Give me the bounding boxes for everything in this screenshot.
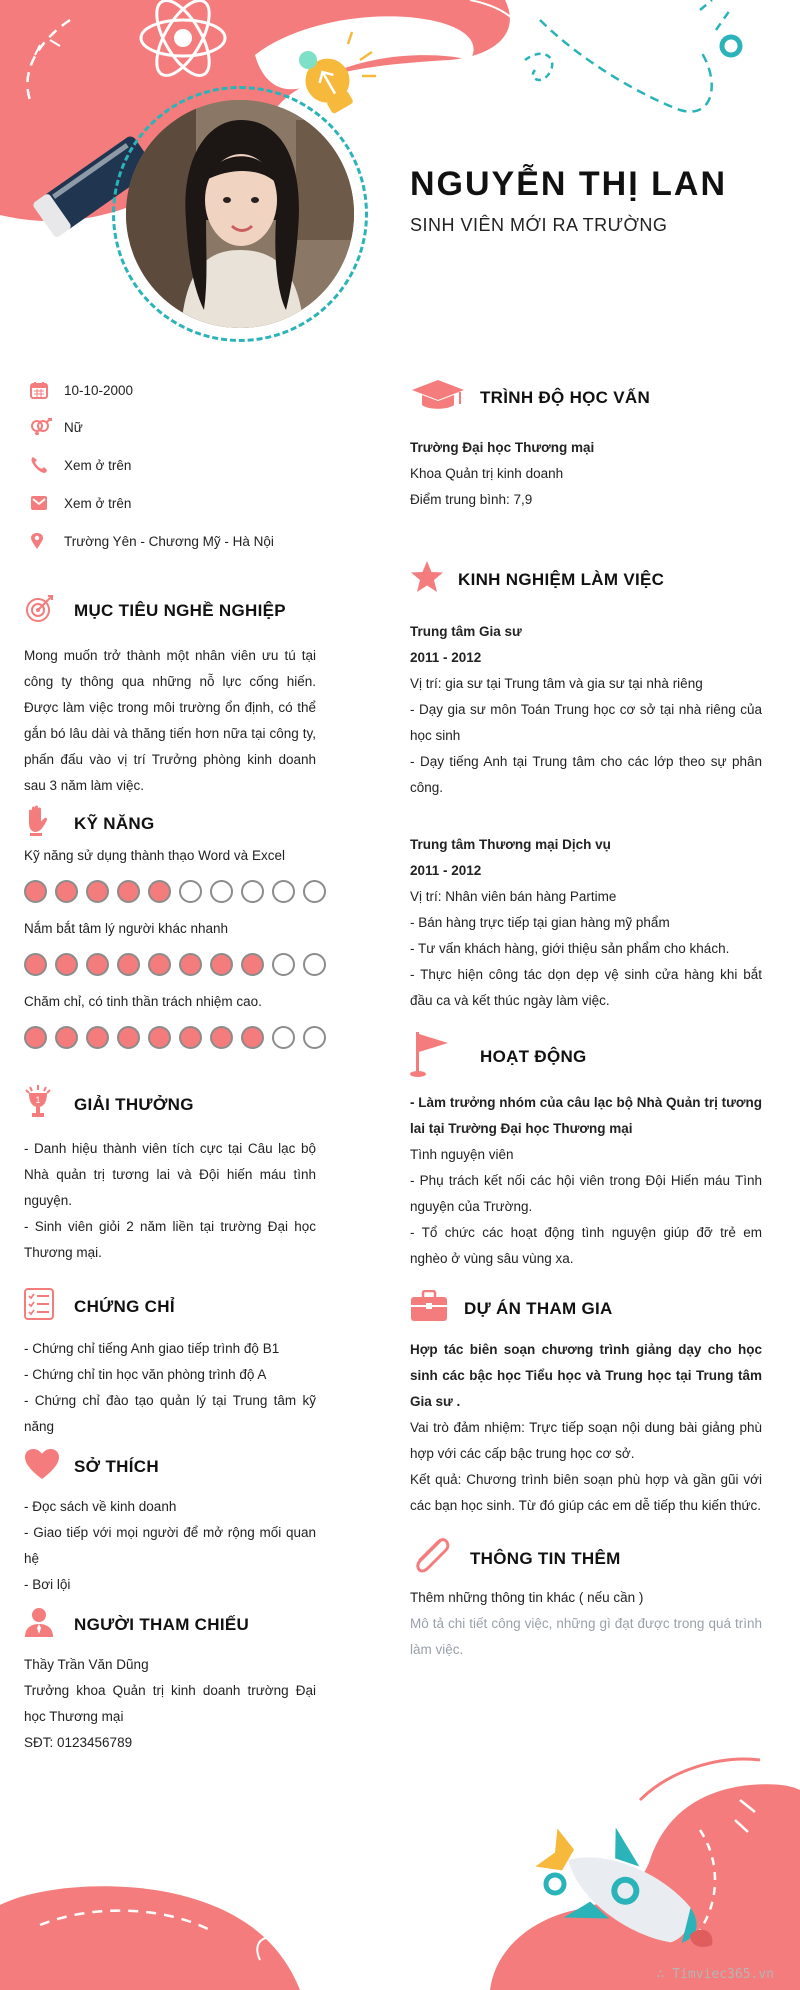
job-period: 2011 - 2012 [410, 650, 482, 665]
rating-dot-empty [179, 880, 202, 903]
rating-dot-filled [241, 1026, 264, 1049]
certificates-list [24, 1336, 316, 1440]
section-title: MỤC TIÊU NGHỀ NGHIỆP [74, 600, 286, 620]
location-icon [24, 532, 64, 550]
extra-muted-line: Mô tả chi tiết công việc, những gì đạt được trong quá trình làm việc. [410, 1616, 762, 1657]
section-title: SỞ THÍCH [74, 1456, 159, 1476]
heart-icon [24, 1448, 74, 1485]
awards-header [24, 1085, 194, 1124]
rating-dot-filled [55, 953, 78, 976]
award-item: - Danh hiệu thành viên tích cực tại Câu lạc bộ Nhà quản trị tương lai và Đội hiến máu tình nguyện. [24, 1141, 316, 1208]
rating-dot-empty [241, 880, 264, 903]
rating-dot-empty [272, 1026, 295, 1049]
skill-label: Kỹ năng sử dụng thành thạo Word và Excel [24, 848, 285, 863]
target-icon [24, 592, 74, 629]
awards-list [24, 1136, 316, 1266]
award-item: - Sinh viên giỏi 2 năm liền tại trường Đại học Thương mại. [24, 1219, 316, 1260]
education-header [410, 378, 650, 417]
hand-icon [24, 805, 74, 842]
contact-address [24, 526, 274, 556]
project-line: Kết quả: Chương trình biên soạn phù hợp và gần gũi với các bạn học sinh. Từ đó giúp các em dễ tiếp thu kiến thức. [410, 1472, 762, 1513]
extra-line: Thêm những thông tin khác ( nếu cần ) [410, 1590, 644, 1605]
rating-dot-filled [210, 1026, 233, 1049]
contact-gender [24, 412, 83, 442]
person-icon [24, 1606, 74, 1643]
rating-dot-filled [86, 1026, 109, 1049]
rating-dot-filled [148, 880, 171, 903]
projects-content [410, 1337, 762, 1519]
objective-header [24, 592, 286, 629]
job-period: 2011 - 2012 [410, 863, 482, 878]
watermark: ∴ Timviec365.vn [656, 1967, 774, 1982]
reference-item: Thầy Trần Văn Dũng [24, 1657, 149, 1672]
trophy-icon [24, 1085, 74, 1124]
contact-text: Xem ở trên [64, 457, 132, 473]
hobby-item: - Đọc sách về kinh doanh [24, 1499, 177, 1514]
section-title: TRÌNH ĐỘ HỌC VẤN [480, 387, 651, 407]
star-icon [410, 560, 458, 599]
job-company: Trung tâm Thương mại Dịch vụ [410, 837, 611, 852]
section-title: NGƯỜI THAM CHIẾU [74, 1614, 250, 1634]
rating-dot-filled [210, 953, 233, 976]
svg-text:1: 1 [35, 1095, 41, 1105]
certificate-item: - Chứng chỉ tiếng Anh giao tiếp trình độ B1 [24, 1341, 280, 1356]
rating-dot-filled [24, 1026, 47, 1049]
project-heading: Hợp tác biên soạn chương trình giảng dạy cho học sinh các bậc học Tiểu học và Trung học tại Trung tâm Gia sư . [410, 1342, 762, 1409]
section-title: DỰ ÁN THAM GIA [464, 1298, 613, 1318]
job-line: - Tư vấn khách hàng, giới thiệu sản phẩm cho khách. [410, 941, 730, 956]
rating-dot-filled [86, 880, 109, 903]
contact-email [24, 488, 131, 518]
avatar [126, 100, 354, 328]
job-entry [410, 619, 762, 801]
section-title: HOẠT ĐỘNG [480, 1046, 587, 1066]
graduation-cap-icon [410, 378, 480, 417]
candidate-role: SINH VIÊN MỚI RA TRƯỜNG [410, 215, 668, 235]
rating-dot-empty [272, 880, 295, 903]
rating-dot-filled [179, 953, 202, 976]
gender-icon [24, 418, 64, 436]
rating-dot-filled [24, 880, 47, 903]
rating-dot-filled [86, 953, 109, 976]
activities-content [410, 1090, 762, 1272]
hobby-item: - Giao tiếp với mọi người để mở rộng mối quan hệ [24, 1525, 316, 1566]
activity-line: Tình nguyện viên [410, 1147, 514, 1162]
education-line: Khoa Quản trị kinh doanh [410, 466, 564, 481]
rating-dot-filled [179, 1026, 202, 1049]
education-content [410, 435, 762, 513]
hobbies-header [24, 1448, 159, 1485]
briefcase-icon [410, 1290, 464, 1327]
certificate-item: - Chứng chỉ đào tạo quản lý tại Trung tâm kỹ năng [24, 1393, 316, 1434]
rating-dot-filled [117, 953, 140, 976]
rating-dot-filled [117, 1026, 140, 1049]
job-entry [410, 832, 762, 1014]
education-line: Điểm trung bình: 7,9 [410, 492, 533, 507]
reference-item: Trưởng khoa Quản trị kinh doanh trường Đại học Thương mại [24, 1683, 316, 1724]
phone-icon [24, 456, 64, 474]
rating-dot-filled [241, 953, 264, 976]
hobbies-list [24, 1494, 316, 1598]
extra-header [410, 1535, 621, 1582]
activity-line: - Phụ trách kết nối các hội viên trong Đội Hiến máu Tình nguyện của Trường. [410, 1173, 762, 1214]
paperclip-icon [410, 1535, 470, 1582]
skill-rating [24, 880, 326, 903]
rating-dot-empty [303, 1026, 326, 1049]
rating-dot-filled [55, 880, 78, 903]
hobby-item: - Bơi lội [24, 1577, 71, 1592]
objective-text: Mong muốn trở thành một nhân viên ưu tú tại công ty thông qua những nỗ lực cống hiến. Được làm việc trong môi trường ổn định, có thể gắn bó lâu dài và thăng tiến hơn nữa tại công ty, phấn đấu vào vị trí Trưởng phòng kinh doanh sau 3 năm làm việc. [24, 648, 316, 793]
reference-item: SĐT: 0123456789 [24, 1735, 133, 1750]
rating-dot-empty [272, 953, 295, 976]
job-company: Trung tâm Gia sư [410, 624, 522, 639]
skills-header [24, 805, 155, 842]
rating-dot-filled [55, 1026, 78, 1049]
activity-heading: - Làm trưởng nhóm của câu lạc bộ Nhà Quản trị tương lai tại Trường Đại học Thương mại [410, 1095, 762, 1136]
activity-line: - Tổ chức các hoạt động tình nguyện giúp đỡ trẻ em nghèo ở vùng sâu vùng xa. [410, 1225, 762, 1266]
rating-dot-filled [24, 953, 47, 976]
rating-dot-empty [303, 953, 326, 976]
rating-dot-empty [210, 880, 233, 903]
rating-dot-filled [117, 880, 140, 903]
certificate-item: - Chứng chỉ tin học văn phòng trình độ A [24, 1367, 267, 1382]
references-list [24, 1652, 316, 1756]
job-line: - Dạy gia sư môn Toán Trung học cơ sở tại nhà riêng của học sinh [410, 702, 762, 743]
contact-text: Trường Yên - Chương Mỹ - Hà Nội [64, 533, 274, 549]
contact-text: Nữ [64, 419, 83, 435]
section-title: KINH NGHIỆM LÀM VIỆC [458, 569, 665, 589]
calendar-icon [24, 381, 64, 399]
school-name: Trường Đại học Thương mại [410, 440, 595, 455]
contact-phone [24, 450, 131, 480]
references-header [24, 1606, 249, 1643]
checklist-icon [24, 1288, 74, 1325]
section-title: KỸ NĂNG [74, 813, 155, 833]
skill-rating [24, 1026, 326, 1049]
project-line: Vai trò đảm nhiệm: Trực tiếp soạn nội dung bài giảng phù hợp với các cấp bậc trung học cơ sở. [410, 1420, 762, 1461]
section-title: GIẢI THƯỞNG [74, 1094, 194, 1114]
email-icon [24, 495, 64, 511]
experience-header [410, 560, 664, 599]
activities-header [410, 1030, 587, 1083]
contact-text: 10-10-2000 [64, 382, 134, 398]
watermark-text: Timviec365.vn [672, 1967, 774, 1982]
extra-content [410, 1585, 762, 1663]
job-line: - Thực hiện công tác dọn dẹp vệ sinh cửa hàng khi bắt đầu ca và kết thúc ngày làm việc. [410, 967, 762, 1008]
skill-label: Nắm bắt tâm lý người khác nhanh [24, 921, 228, 936]
contact-text: Xem ở trên [64, 495, 132, 511]
rating-dot-filled [148, 1026, 171, 1049]
job-line: - Bán hàng trực tiếp tại gian hàng mỹ phẩm [410, 915, 670, 930]
flag-icon [410, 1030, 480, 1083]
section-title: CHỨNG CHỈ [74, 1296, 175, 1316]
rating-dot-filled [148, 953, 171, 976]
job-line: Vị trí: Nhân viên bán hàng Partime [410, 889, 617, 904]
projects-header [410, 1290, 613, 1327]
skill-label: Chăm chỉ, có tinh thần trách nhiệm cao. [24, 994, 262, 1009]
contact-birthday [24, 375, 133, 405]
skill-rating [24, 953, 326, 976]
section-title: THÔNG TIN THÊM [470, 1548, 621, 1568]
certificates-header [24, 1288, 175, 1325]
job-line: - Dạy tiếng Anh tại Trung tâm cho các lớp theo sự phân công. [410, 754, 762, 795]
rating-dot-empty [303, 880, 326, 903]
job-line: Vị trí: gia sư tại Trung tâm và gia sư tại nhà riêng [410, 676, 703, 691]
candidate-name: NGUYỄN THỊ LAN [410, 165, 727, 203]
